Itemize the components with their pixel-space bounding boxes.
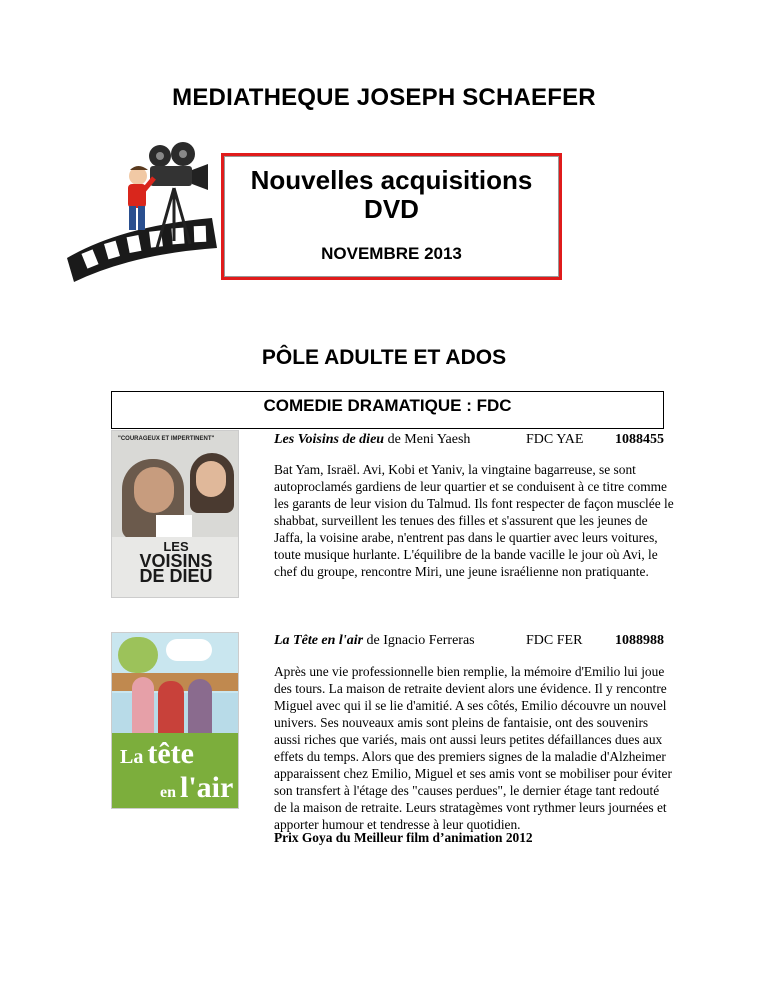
film-award: Prix Goya du Meilleur film d’animation 2012 [274, 830, 533, 845]
film-director: de Meni Yaesh [384, 432, 471, 447]
film-poster-tete-en-l-air [111, 632, 239, 809]
acquisitions-title-line1: Nouvelles acquisitions [250, 165, 533, 195]
poster-title-line1: LES [163, 539, 189, 554]
acquisitions-date: NOVEMBRE 2013 [321, 244, 462, 263]
poster-title-line2: VOISINS [139, 551, 213, 571]
film-synopsis: Après une vie professionnelle bien remplie, la mémoire d'Emilio lui joue des tours. La maison de retraite devient alors une évidence. Il y rencontre Miguel avec qui il se lie d'amitié. A ses côtés, Emilio découvre un nouvel univers. Ses nouveaux amis sont pleins de fantaisie, ont des souvenirs aussi riches que variés, mais ont aussi leurs petites défaillances dues aux effets du temps. Alors que des premiers signes de la maladie d'Alzheimer apparaissent chez Emilio, Miguel et ses amis vont se mobiliser pour éviter son transfert à l'étage des "causes perdues", le dernier étage tant redouté de la maison de retraite. Leurs stratagèmes vont rythmer leurs journées et apporter humour et tendresse à leur quotidien. [274, 664, 672, 832]
poster-title-line3: DE DIEU [139, 566, 213, 586]
poster-title-word1: La [120, 746, 144, 768]
poster-title-block [112, 539, 239, 584]
poster-title-word3: en [160, 784, 176, 801]
poster-tree-figure [118, 637, 158, 673]
film-poster-voisins-de-dieu [111, 430, 239, 598]
film-title: La Tête en l'air [274, 633, 364, 648]
film-director: de Ignacio Ferreras [363, 633, 475, 648]
page-title: MEDIATHEQUE JOSEPH SCHAEFER [172, 84, 596, 111]
genre-label: COMEDIE DRAMATIQUE : FDC [263, 396, 512, 415]
film-title: Les Voisins de dieu [274, 432, 385, 447]
poster-title-block [120, 737, 236, 805]
acquisitions-title [224, 166, 559, 224]
section-title: PÔLE ADULTE ET ADOS [261, 346, 507, 369]
poster-quote: "COURAGEUX ET IMPERTINENT" [118, 436, 215, 442]
film-header-tete-en-l-air [274, 633, 674, 649]
acquisitions-title-line2: DVD [364, 194, 419, 224]
film-barcode-number: 1088455 [615, 432, 664, 447]
poster-title-word2: tête [147, 737, 194, 770]
acquisitions-banner [221, 153, 562, 280]
film-header-voisins-de-dieu [274, 432, 674, 448]
cinema-camera-logo [62, 136, 220, 282]
genre-header [111, 391, 664, 429]
poster-characters [132, 677, 154, 737]
movie-camera-icon [149, 142, 208, 190]
poster-title-word4: l'air [180, 771, 234, 804]
film-synopsis: Bat Yam, Israël. Avi, Kobi et Yaniv, la vingtaine bagarreuse, se sont autoproclamés gardiens de leur quartier et se conduisent à ce titre comme les garants de leur vision du Talmud. Ils font respecter de façon musclée le shabbat, surveillent les tenues des filles et s'assurent que les jeunes de Jaffa, la voisine arabe, n'entrent pas dans le quartier avec leurs voitures, toute musique hurlante. L'équilibre de la bande vacille le jour où Avi, le chef du groupe, rencontre Miri, une jeune israélienne non pratiquante. [274, 462, 674, 579]
film-barcode-number: 1088988 [615, 633, 664, 648]
film-shelfmark: FDC FER [526, 633, 583, 648]
film-shelfmark: FDC YAE [526, 432, 584, 447]
